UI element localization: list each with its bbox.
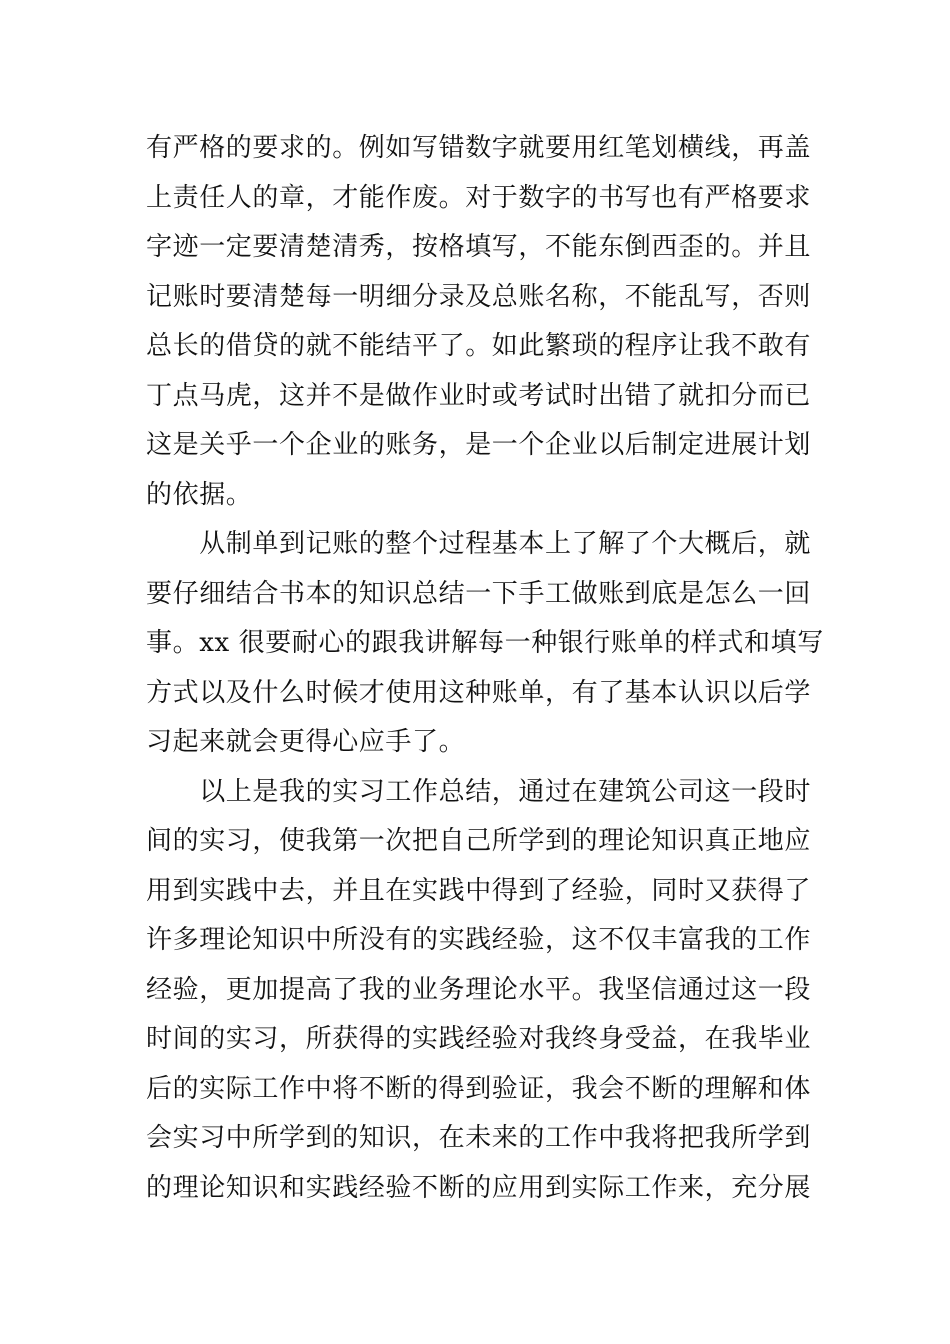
text-line: 的依据。 <box>146 479 253 510</box>
text-line: 要仔细结合书本的知识总结一下手工做账到底是怎么一回 <box>146 578 812 609</box>
text-line: 这是关乎一个企业的账务，是一个企业以后制定进展计划 <box>146 430 812 460</box>
text-line: 用到实践中去，并且在实践中得到了经验，同时又获得了 <box>146 875 812 906</box>
text-line: 记账时要清楚每一明细分录及总账名称，不能乱写，否则 <box>146 281 812 312</box>
text-line: 后的实际工作中将不断的得到验证，我会不断的理解和体 <box>146 1073 812 1104</box>
text-line: 会实习中所学到的知识，在未来的工作中我将把我所学到 <box>146 1123 812 1153</box>
text-line: 总长的借贷的就不能结平了。如此繁琐的程序让我不敢有 <box>146 331 812 361</box>
text-line: 事。xx 很要耐心的跟我讲解每一种银行账单的样式和填写 <box>146 628 824 658</box>
text-line: 时间的实习，所获得的实践经验对我终身受益，在我毕业 <box>146 1024 812 1054</box>
document-body <box>146 124 826 1213</box>
text-line: 经验，更加提高了我的业务理论水平。我坚信通过这一段 <box>146 974 812 1005</box>
text-line: 上责任人的章，才能作废。对于数字的书写也有严格要求 <box>146 182 812 213</box>
paragraph-start-line: 从制单到记账的整个过程基本上了解了个大概后，就 <box>146 529 812 559</box>
text-line: 方式以及什么时候才使用这种账单，有了基本认识以后学 <box>146 677 812 708</box>
text-line: 间的实习，使我第一次把自己所学到的理论知识真正地应 <box>146 826 812 856</box>
text-line: 的理论知识和实践经验不断的应用到实际工作来，充分展 <box>146 1172 812 1203</box>
paragraph-start-line: 以上是我的实习工作总结，通过在建筑公司这一段时 <box>146 776 812 807</box>
text-line: 字迹一定要清楚清秀，按格填写，不能东倒西歪的。并且 <box>146 232 812 262</box>
text-line: 有严格的要求的。例如写错数字就要用红笔划横线，再盖 <box>146 133 812 163</box>
text-line: 许多理论知识中所没有的实践经验，这不仅丰富我的工作 <box>146 925 812 955</box>
text-line: 习起来就会更得心应手了。 <box>146 727 466 757</box>
text-line: 丁点马虎，这并不是做作业时或考试时出错了就扣分而已 <box>146 380 812 411</box>
